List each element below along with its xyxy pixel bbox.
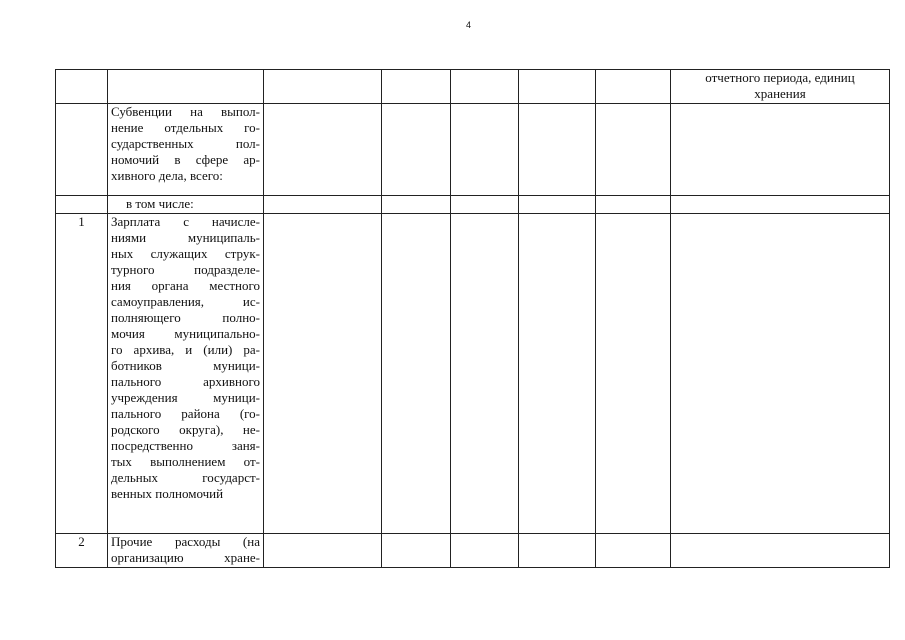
table-cell — [451, 534, 519, 568]
table-cell — [671, 534, 890, 568]
text-line: в том числе: — [126, 196, 194, 211]
table-cell — [382, 70, 451, 104]
table-row — [56, 104, 890, 196]
table-cell — [519, 70, 596, 104]
table-row — [56, 534, 890, 568]
table-row — [56, 196, 890, 214]
table-cell — [451, 70, 519, 104]
table-row-header — [56, 70, 890, 104]
table-cell — [451, 196, 519, 214]
text-line: нение отдельных го- — [111, 120, 260, 135]
text-line: турного подразделе- — [111, 262, 260, 277]
row-description — [108, 534, 264, 568]
text-line: ных служащих струк- — [111, 246, 260, 261]
table-cell — [382, 534, 451, 568]
report-table — [55, 69, 890, 568]
text-line: посредственно заня- — [111, 438, 260, 453]
text-line: пального архивного — [111, 374, 260, 389]
table-cell — [382, 196, 451, 214]
table-cell — [264, 214, 382, 534]
table-cell — [671, 196, 890, 214]
text-line: Прочие расходы (на — [111, 534, 260, 549]
row-number: 1 — [56, 214, 108, 534]
text-line: тых выполнением от- — [111, 454, 260, 469]
text-line: дельных государст- — [111, 470, 260, 485]
table-cell — [108, 70, 264, 104]
table-cell — [596, 196, 671, 214]
text-line: ния органа местного — [111, 278, 260, 293]
table-cell — [264, 534, 382, 568]
text-line: организацию хране- — [111, 550, 260, 565]
table-cell — [519, 196, 596, 214]
table-cell — [264, 70, 382, 104]
page-number: 4 — [466, 20, 472, 30]
table-cell — [451, 214, 519, 534]
table-cell — [596, 214, 671, 534]
table-cell — [382, 104, 451, 196]
table-cell — [596, 104, 671, 196]
text-line: ниями муниципаль- — [111, 230, 260, 245]
header-line: отчетного периода, единиц — [705, 70, 855, 85]
table-cell — [519, 534, 596, 568]
text-line: хивного дела, всего: — [111, 168, 223, 183]
table-cell — [596, 534, 671, 568]
table-cell — [382, 214, 451, 534]
text-line: ботников муници- — [111, 358, 260, 373]
table-row — [56, 214, 890, 534]
text-line: пального района (го- — [111, 406, 260, 421]
text-line: полняющего полно- — [111, 310, 260, 325]
text-line: родского округа), не- — [111, 422, 260, 437]
table-cell — [56, 70, 108, 104]
row-description — [108, 196, 264, 214]
row-number — [56, 104, 108, 196]
table-cell — [519, 104, 596, 196]
table-cell — [519, 214, 596, 534]
text-line: венных полномочий — [111, 486, 224, 501]
row-number — [56, 196, 108, 214]
table-cell — [671, 104, 890, 196]
text-line: учреждения муници- — [111, 390, 260, 405]
text-line: Субвенции на выпол- — [111, 104, 260, 119]
table-cell — [451, 104, 519, 196]
text-line: Зарплата с начисле- — [111, 214, 260, 229]
text-line: мочия муниципально- — [111, 326, 260, 341]
text-line: го архива, и (или) ра- — [111, 342, 260, 357]
row-description — [108, 214, 264, 534]
row-number: 2 — [56, 534, 108, 568]
header-cell-reporting-period — [671, 70, 890, 104]
text-line: самоуправления, ис- — [111, 294, 260, 309]
table-cell — [264, 104, 382, 196]
table-cell — [264, 196, 382, 214]
text-line: номочий в сфере ар- — [111, 152, 260, 167]
header-line: хранения — [754, 86, 806, 101]
text-line: сударственных пол- — [111, 136, 260, 151]
row-description — [108, 104, 264, 196]
table-cell — [671, 214, 890, 534]
table-cell — [596, 70, 671, 104]
